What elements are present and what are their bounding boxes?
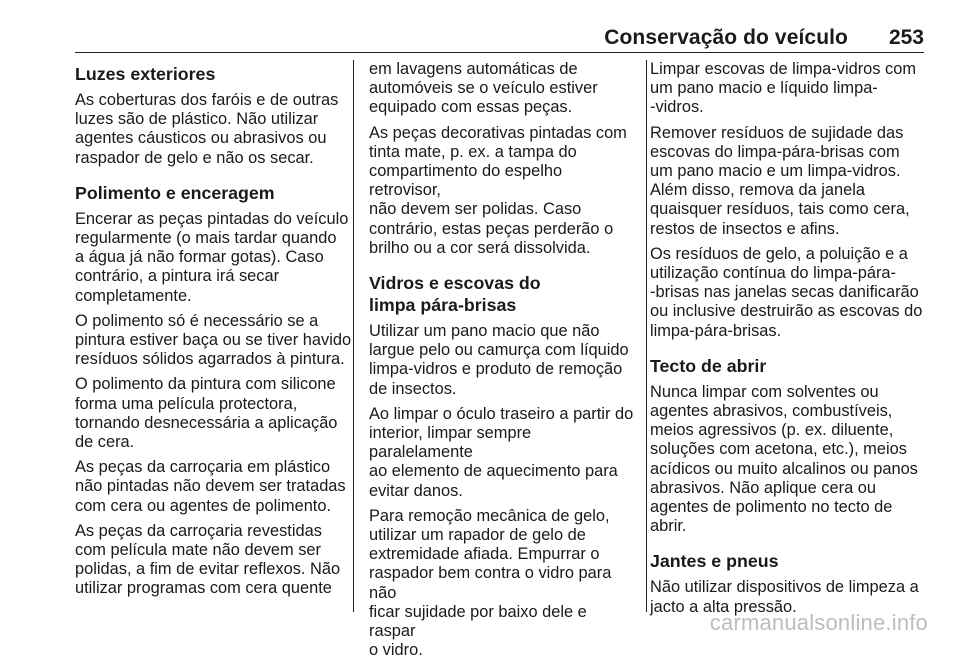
paragraph: Remover resíduos de sujidade das escovas do limpa-pára-brisas com um pano macio e um limpa-vidros. Além disso, remova da janela quaisquer resíduos, tais como cera, restos de insectos e afins. — [650, 123, 910, 238]
paragraph: Os resíduos de gelo, a poluição e a utilização contínua do limpa-pára- -brisas nas janelas secas danificarão ou inclusive destruirão as escovas do limpa-pára-brisas. — [650, 244, 923, 340]
paragraph: As peças da carroçaria em plástico não pintadas não devem ser tratadas com cera ou agentes de polimento. — [75, 458, 346, 515]
section-heading: Jantes e pneus — [650, 551, 779, 572]
column-divider — [646, 60, 647, 612]
paragraph: Ao limpar o óculo traseiro a partir do interior, limpar sempre paralelamente ao elemento de aquecimento para evitar danos. — [369, 404, 634, 500]
paragraph: O polimento da pintura com silicone forma uma película protectora, tornando desnecessária a aplicação de cera. — [75, 375, 338, 452]
paragraph: As coberturas dos faróis e de outras luzes são de plástico. Não utilizar agentes cáusticos ou abrasivos ou raspador de gelo e não os secar. — [75, 91, 339, 167]
paragraph: Utilizar um pano macio que não largue pelo ou camurça com líquido limpa-vidros e produto de remoção de insectos. — [369, 322, 629, 398]
section-heading: Vidros e escovas do limpa pára-brisas — [369, 273, 541, 316]
section-heading: Polimento e enceragem — [75, 182, 275, 203]
column-2 — [369, 60, 637, 666]
paragraph: em lavagens automáticas de automóveis se o veículo estiver equipado com essas peças. — [369, 60, 598, 117]
paragraph: As peças da carroçaria revestidas com película mate não devem ser polidas, a fim de evitar reflexos. Não utilizar programas com cera quente — [75, 521, 341, 598]
column-3 — [650, 60, 930, 623]
paragraph: Não utilizar dispositivos de limpeza a jacto a alta pressão. — [650, 578, 919, 616]
column-divider — [353, 60, 354, 612]
paragraph: Nunca limpar com solventes ou agentes abrasivos, combustíveis, meios agressivos (p. ex. diluente, soluções com acetona, etc.), meios acídicos ou muito alcalinos ou panos abrasivos. Não aplique cera ou agentes de polimento no tecto de abrir. — [650, 382, 918, 536]
paragraph: O polimento só é necessário se a pintura estiver baça ou se tiver havido resíduos sólidos agarrados à pintura. — [75, 311, 352, 369]
section-heading: Tecto de abrir — [650, 355, 767, 376]
page-number: 253 — [888, 26, 924, 49]
paragraph: Encerar as peças pintadas do veículo regularmente (o mais tardar quando a água já não formar gotas). Caso contrário, a pintura irá secar completamente. — [75, 209, 349, 305]
paragraph: Limpar escovas de limpa-vidros com um pano macio e líquido limpa- -vidros. — [650, 60, 916, 117]
watermark: carmanualsonline.info — [709, 610, 928, 635]
section-heading: Luzes exteriores — [75, 64, 216, 84]
paragraph: As peças decorativas pintadas com tinta mate, p. ex. a tampa do compartimento do espelho retrovisor, não devem ser polidas. Caso contrário, estas peças perderão o brilho ou a cor será dissolvida. — [369, 123, 627, 257]
page-header — [75, 22, 924, 53]
column-1 — [75, 60, 355, 605]
paragraph: Para remoção mecânica de gelo, utilizar um rapador de gelo de extremidade afiada. Empurrar o raspador bem contra o vidro para não ficar sujidade por baixo dele e raspar o vidro. — [369, 506, 612, 660]
page-title: Conservação do veículo — [604, 26, 848, 49]
